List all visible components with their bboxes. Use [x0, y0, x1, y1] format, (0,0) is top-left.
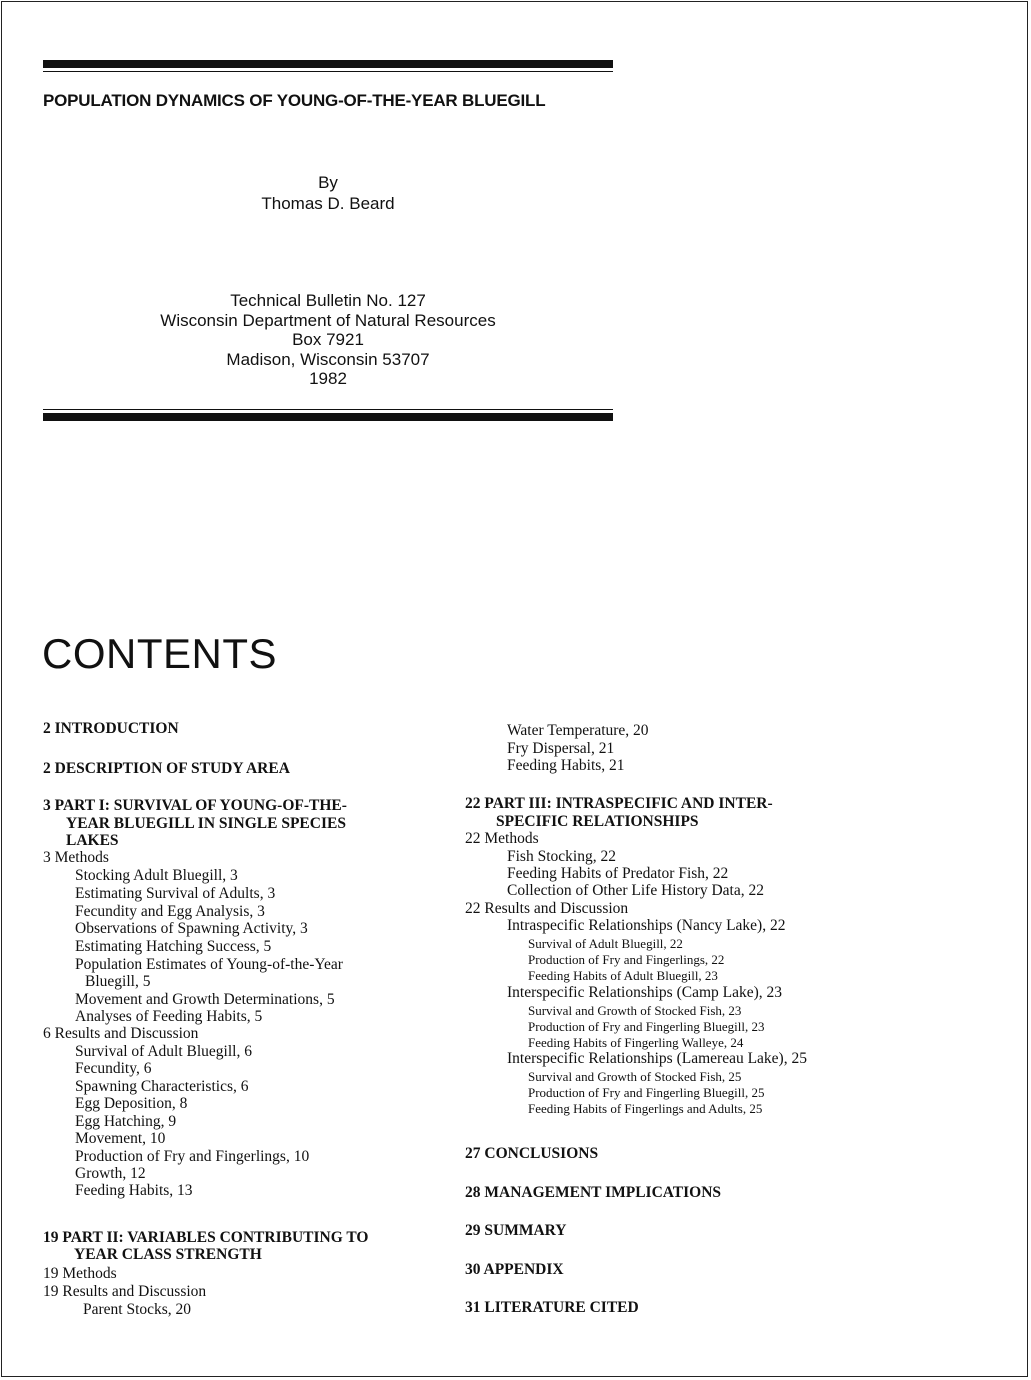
toc-entry: 3 PART I: SURVIVAL OF YOUNG-OF-THE- [43, 797, 347, 814]
toc-entry: 19 Methods [43, 1265, 117, 1282]
top-thin-rule [43, 71, 613, 72]
toc-entry: Feeding Habits of Adult Bluegill, 23 [528, 968, 718, 983]
toc-entry: 30 APPENDIX [465, 1261, 564, 1278]
toc-entry: Bluegill, 5 [85, 973, 151, 990]
toc-entry: Production of Fry and Fingerling Bluegill, 23 [528, 1019, 765, 1034]
toc-entry: Intraspecific Relationships (Nancy Lake), 22 [507, 917, 786, 934]
toc-entry: Feeding Habits of Fingerlings and Adults, 25 [528, 1101, 763, 1116]
toc-entry: Observations of Spawning Activity, 3 [75, 920, 308, 937]
toc-entry: 22 PART III: INTRASPECIFIC AND INTER- [465, 795, 773, 812]
toc-entry: 29 SUMMARY [465, 1222, 567, 1239]
toc-entry: 3 Methods [43, 849, 109, 866]
toc-entry: Production of Fry and Fingerlings, 10 [75, 1148, 310, 1165]
toc-entry: Growth, 12 [75, 1165, 146, 1182]
bottom-thin-rule [43, 409, 613, 410]
document-title: POPULATION DYNAMICS OF YOUNG-OF-THE-YEAR BLUEGILL [43, 91, 546, 110]
toc-entry: Interspecific Relationships (Lamereau Lake), 25 [507, 1050, 807, 1067]
toc-entry: Collection of Other Life History Data, 22 [507, 882, 764, 899]
toc-entry: Water Temperature, 20 [507, 722, 649, 739]
toc-entry: 2 INTRODUCTION [43, 720, 179, 737]
toc-entry: 31 LITERATURE CITED [465, 1299, 639, 1316]
toc-entry: Feeding Habits of Predator Fish, 22 [507, 865, 729, 882]
toc-entry: Egg Deposition, 8 [75, 1095, 188, 1112]
toc-entry: Interspecific Relationships (Camp Lake), 23 [507, 984, 783, 1001]
toc-entry: LAKES [66, 832, 119, 849]
box-number: Box 7921 [292, 330, 364, 349]
toc-entry: Fecundity and Egg Analysis, 3 [75, 903, 265, 920]
toc-entry: 22 Results and Discussion [465, 900, 629, 917]
toc-entry: Egg Hatching, 9 [75, 1113, 177, 1130]
by-label: By [318, 173, 338, 192]
toc-entry: Movement, 10 [75, 1130, 166, 1147]
publication-block [43, 291, 613, 389]
contents-heading: CONTENTS [42, 630, 277, 677]
toc-entry: Production of Fry and Fingerlings, 22 [528, 952, 725, 967]
toc-entry: Estimating Survival of Adults, 3 [75, 885, 276, 902]
toc-entry: 6 Results and Discussion [43, 1025, 199, 1042]
toc-entry: 22 Methods [465, 830, 539, 847]
publisher: Wisconsin Department of Natural Resources [160, 310, 496, 330]
toc-entry: Feeding Habits, 13 [75, 1182, 193, 1199]
toc-entry: 19 Results and Discussion [43, 1283, 207, 1300]
toc-entry: Feeding Habits, 21 [507, 757, 625, 774]
author-block [43, 172, 613, 214]
toc-entry: Survival of Adult Bluegill, 22 [528, 936, 683, 951]
toc-entry: Population Estimates of Young-of-the-Year [75, 956, 343, 973]
toc-entry: Survival and Growth of Stocked Fish, 23 [528, 1003, 742, 1018]
top-thick-rule [43, 60, 613, 68]
bulletin-number: Technical Bulletin No. 127 [230, 291, 426, 310]
toc-entry: SPECIFIC RELATIONSHIPS [496, 813, 699, 830]
toc-entry: Survival and Growth of Stocked Fish, 25 [528, 1069, 742, 1084]
toc-entry: YEAR CLASS STRENGTH [74, 1246, 262, 1263]
toc-entry: Spawning Characteristics, 6 [75, 1078, 249, 1095]
toc-entry: 27 CONCLUSIONS [465, 1145, 599, 1162]
year: 1982 [309, 369, 347, 388]
toc-entry: Production of Fry and Fingerling Bluegill, 25 [528, 1085, 765, 1100]
toc-entry: Stocking Adult Bluegill, 3 [75, 867, 238, 884]
toc-entry: 2 DESCRIPTION OF STUDY AREA [43, 760, 290, 777]
bottom-thick-rule [43, 413, 613, 421]
toc-entry: Analyses of Feeding Habits, 5 [75, 1008, 263, 1025]
toc-entry: Survival of Adult Bluegill, 6 [75, 1043, 252, 1060]
toc-entry: 28 MANAGEMENT IMPLICATIONS [465, 1184, 722, 1201]
toc-entry: Movement and Growth Determinations, 5 [75, 991, 335, 1008]
toc-entry: Feeding Habits of Fingerling Walleye, 24 [528, 1035, 744, 1050]
toc-entry: 19 PART II: VARIABLES CONTRIBUTING TO [43, 1229, 369, 1246]
toc-entry: Estimating Hatching Success, 5 [75, 938, 272, 955]
address: Madison, Wisconsin 53707 [226, 349, 430, 369]
toc-entry: Fry Dispersal, 21 [507, 740, 615, 757]
toc-entry: Fish Stocking, 22 [507, 848, 616, 865]
author-name: Thomas D. Beard [261, 194, 395, 213]
toc-entry: Parent Stocks, 20 [83, 1301, 192, 1318]
toc-entry: YEAR BLUEGILL IN SINGLE SPECIES [66, 815, 346, 832]
toc-entry: Fecundity, 6 [75, 1060, 152, 1077]
